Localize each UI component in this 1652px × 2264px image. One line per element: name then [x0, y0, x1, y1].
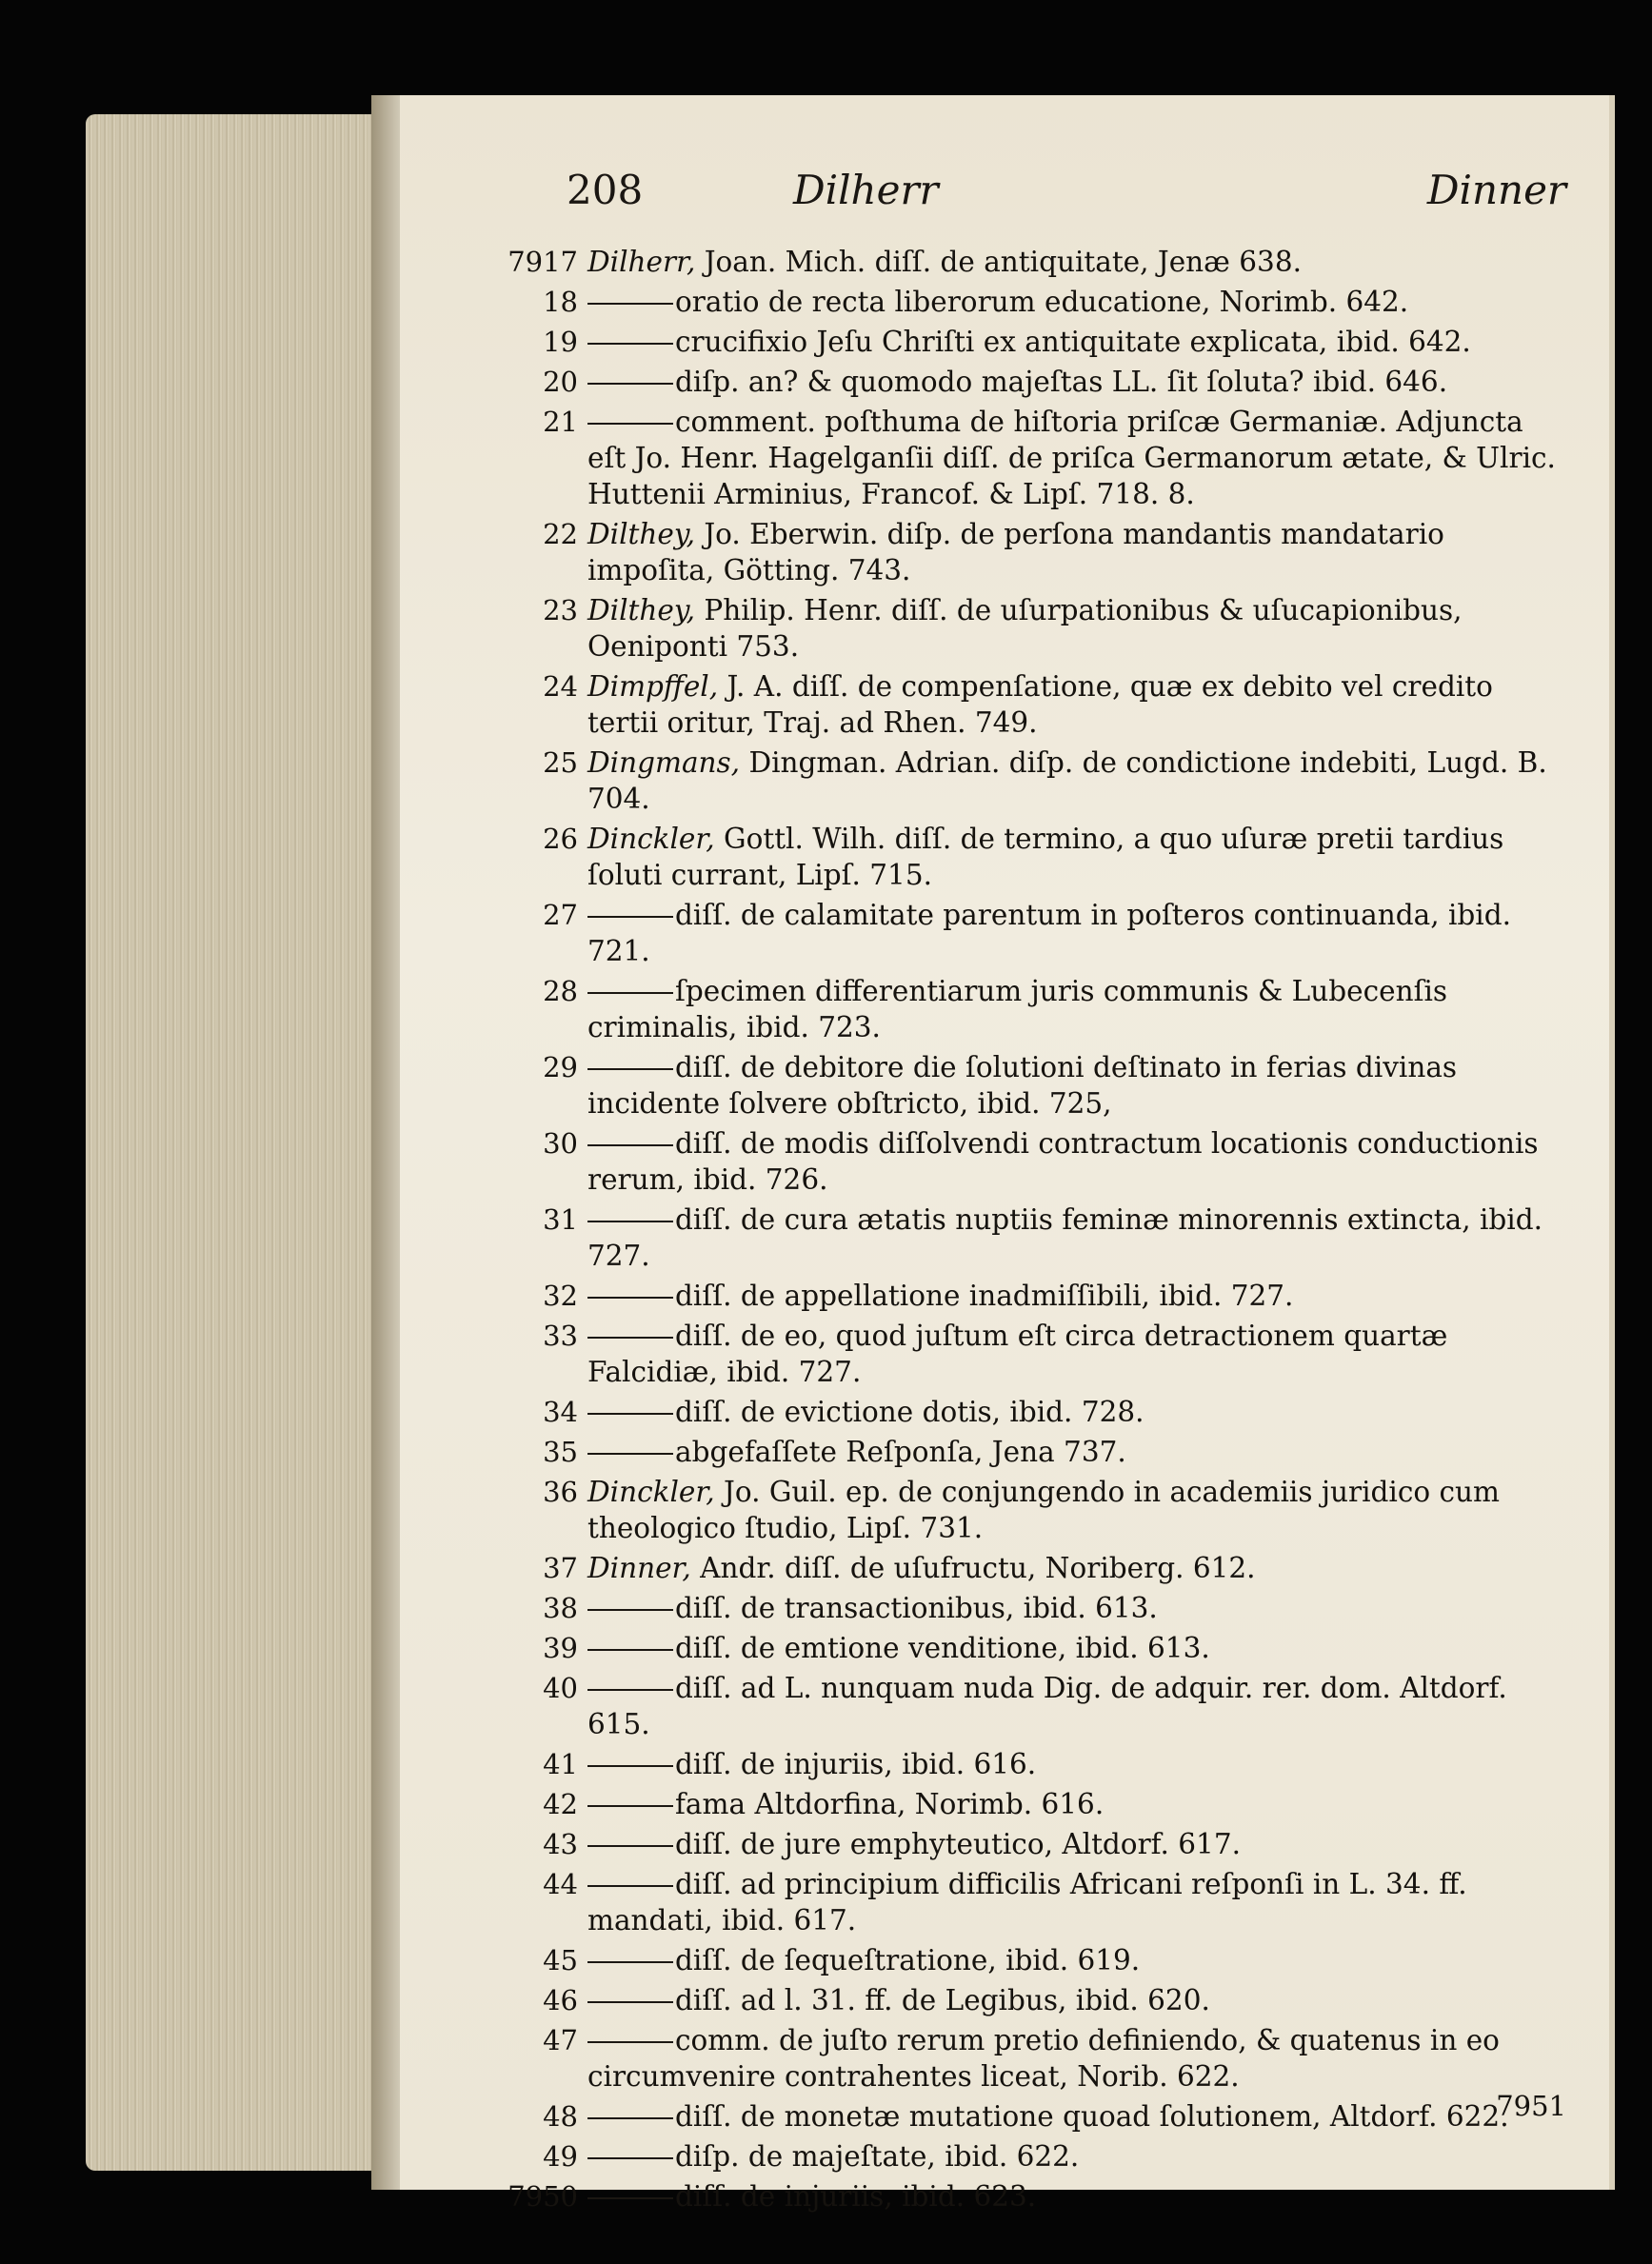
- entry: [500, 1786, 1576, 1822]
- entry-body: [587, 745, 1568, 817]
- ditto-dash: [587, 2001, 673, 2003]
- page: [400, 95, 1615, 2213]
- page-number: 208: [567, 167, 644, 213]
- entry-author: Dingmans,: [587, 746, 741, 779]
- entry-body: [587, 364, 1568, 400]
- ditto-dash: [587, 2117, 673, 2119]
- entry-body: [587, 1630, 1568, 1666]
- entry: [500, 1826, 1576, 1862]
- entry-body: [587, 1049, 1568, 1122]
- entry-number: 7950: [508, 2180, 578, 2213]
- entry: [500, 1474, 1576, 1546]
- entry-number: 45: [543, 1944, 578, 1976]
- entry: [500, 1202, 1576, 1274]
- entry-body: [587, 1474, 1568, 1546]
- ditto-dash: [587, 1805, 673, 1807]
- entry-number: 22: [543, 518, 578, 550]
- entry: [500, 2022, 1576, 2095]
- entry: [500, 1318, 1576, 1390]
- entry-body: [587, 1942, 1568, 1978]
- entry-number: 48: [543, 2100, 578, 2133]
- entry-body: [587, 1670, 1568, 1742]
- entry-author: Dilthey,: [587, 518, 695, 550]
- entry: [500, 897, 1576, 969]
- entry-title: J. A. diſſ. de compenſatione, quæ ex debito vel credito tertii oritur, Traj. ad Rhen. 749.: [587, 670, 1493, 739]
- entry-title: Dingman. Adrian. diſp. de condictione indebiti, Lugd. B. 704.: [587, 746, 1547, 815]
- ditto-dash: [587, 303, 673, 305]
- ditto-dash: [587, 1689, 673, 1691]
- entry-list: [500, 244, 1576, 2218]
- entry-title: oratio de recta liberorum educatione, Norimb. 642.: [675, 286, 1409, 318]
- entry: [500, 1942, 1576, 1978]
- entry-title: diſſ. de evictione dotis, ibid. 728.: [675, 1396, 1144, 1428]
- entry-title: abgefaſſete Reſponſa, Jena 737.: [675, 1436, 1126, 1468]
- entry: [500, 1746, 1576, 1782]
- entry-title: comm. de juſto rerum pretio definiendo, & quatenus in eo circumvenire contrahentes liceat, Norib. 622.: [587, 2024, 1500, 2093]
- entry: [500, 1670, 1576, 1742]
- entry-title: diſſ. de modis diſſolvendi contractum locationis conductionis rerum, ibid. 726.: [587, 1127, 1539, 1196]
- running-head-right: Dinner: [1426, 167, 1566, 213]
- ditto-dash: [587, 1765, 673, 1767]
- ditto-dash: [587, 992, 673, 994]
- entry-title: comment. poſthuma de hiſtoria priſcæ Germaniæ. Adjuncta eſt Jo. Henr. Hagelganſii diſſ. de priſca Germanorum ætate, & Ulric. Huttenii Arminius, Francof. & Lipſ. 718. 8.: [587, 406, 1556, 510]
- entry-title: diſſ. de monetæ mutatione quoad ſolutionem, Altdorf. 622.: [675, 2100, 1509, 2133]
- entry: [500, 1394, 1576, 1430]
- ditto-dash: [587, 2041, 673, 2043]
- entry-number: 28: [543, 975, 578, 1007]
- entry-title: fama Altdorfina, Norimb. 616.: [675, 1788, 1105, 1820]
- entry-number: 7917: [508, 246, 578, 278]
- entry-title: Gottl. Wilh. diſſ. de termino, a quo uſuræ pretii tardius ſoluti currant, Lipſ. 715.: [587, 823, 1504, 891]
- entry-number: 18: [543, 286, 578, 318]
- entry: [500, 2178, 1576, 2214]
- entry-number: 46: [543, 1984, 578, 2016]
- ditto-dash: [587, 1453, 673, 1455]
- ditto-dash: [587, 1649, 673, 1651]
- ditto-dash: [587, 1609, 673, 1611]
- entry-number: 19: [543, 326, 578, 358]
- entry-body: [587, 1590, 1568, 1626]
- ditto-dash: [587, 343, 673, 345]
- entry-number: 20: [543, 366, 578, 398]
- entry-number: 25: [543, 746, 578, 779]
- entry-body: [587, 2138, 1568, 2175]
- ditto-dash: [587, 2197, 673, 2199]
- entry: [500, 1278, 1576, 1314]
- entry-title: diſſ. de eo, quod juſtum eſt circa detractionem quartæ Falcidiæ, ibid. 727.: [587, 1320, 1448, 1388]
- entry: [500, 364, 1576, 400]
- entry: [500, 516, 1576, 588]
- entry: [500, 973, 1576, 1045]
- entry-title: diſſ. de transactionibus, ibid. 613.: [675, 1592, 1158, 1624]
- entry-number: 32: [543, 1280, 578, 1312]
- entry: [500, 244, 1576, 280]
- ditto-dash: [587, 916, 673, 918]
- entry-number: 23: [543, 594, 578, 626]
- entry-body: [587, 244, 1568, 280]
- entry: [500, 668, 1576, 741]
- entry-body: [587, 1125, 1568, 1198]
- ditto-dash: [587, 1297, 673, 1299]
- entry-title: diſſ. de injuriis, ibid. 623.: [675, 2180, 1037, 2213]
- entry-author: Dilthey,: [587, 594, 695, 626]
- entry-number: 35: [543, 1436, 578, 1468]
- entry-author: Dinckler,: [587, 1476, 715, 1508]
- entry-number: 31: [543, 1203, 578, 1236]
- entry: [500, 1550, 1576, 1586]
- entry-title: diſſ. de ſequeſtratione, ibid. 619.: [675, 1944, 1141, 1976]
- entry-title: diſſ. de calamitate parentum in poſteros continuanda, ibid. 721.: [587, 899, 1511, 967]
- entry-body: [587, 592, 1568, 665]
- ditto-dash: [587, 2157, 673, 2159]
- entry: [500, 324, 1576, 360]
- entry: [500, 592, 1576, 665]
- entry-body: [587, 404, 1568, 512]
- entry-number: 47: [543, 2024, 578, 2056]
- entry: [500, 745, 1576, 817]
- ditto-dash: [587, 383, 673, 385]
- entry-title: ſpecimen differentiarum juris communis & Lubecenſis criminalis, ibid. 723.: [587, 975, 1448, 1043]
- entry-title: Jo. Eberwin. diſp. de perſona mandantis mandatario impoſita, Götting. 743.: [587, 518, 1444, 586]
- entry-body: [587, 1826, 1568, 1862]
- entry-body: [587, 1866, 1568, 1938]
- entry-title: diſp. de majeſtate, ibid. 622.: [675, 2140, 1080, 2173]
- entry-title: Joan. Mich. diſſ. de antiquitate, Jenæ 638.: [704, 246, 1302, 278]
- entry-body: [587, 821, 1568, 893]
- entry: [500, 821, 1576, 893]
- entry-body: [587, 1746, 1568, 1782]
- entry-title: diſſ. ad L. nunquam nuda Dig. de adquir. rer. dom. Altdorf. 615.: [587, 1672, 1507, 1740]
- entry-number: 37: [543, 1552, 578, 1584]
- entry: [500, 2098, 1576, 2135]
- entry-body: [587, 284, 1568, 320]
- entry-number: 42: [543, 1788, 578, 1820]
- entry-title: diſſ. ad principium difficilis Africani reſponſi in L. 34. ff. mandati, ibid. 617.: [587, 1868, 1467, 1936]
- entry: [500, 1866, 1576, 1938]
- book: [86, 95, 1609, 2213]
- entry-title: diſſ. de cura ætatis nuptiis feminæ minorennis extincta, ibid. 727.: [587, 1203, 1543, 1272]
- page-edges: [86, 114, 381, 2171]
- entry-number: 49: [543, 2140, 578, 2173]
- entry-title: diſſ. de emtione venditione, ibid. 613.: [675, 1632, 1210, 1664]
- running-header: [567, 167, 1566, 233]
- entry-author: Dilherr,: [587, 246, 696, 278]
- entry-number: 27: [543, 899, 578, 931]
- entry: [500, 2138, 1576, 2175]
- entry-body: [587, 1434, 1568, 1470]
- entry-body: [587, 897, 1568, 969]
- entry: [500, 1125, 1576, 1198]
- entry-body: [587, 2178, 1568, 2214]
- ditto-dash: [587, 1221, 673, 1222]
- ditto-dash: [587, 423, 673, 425]
- ditto-dash: [587, 1337, 673, 1339]
- entry-title: diſſ. ad l. 31. ff. de Legibus, ibid. 620.: [675, 1984, 1210, 2016]
- entry: [500, 404, 1576, 512]
- ditto-dash: [587, 1845, 673, 1847]
- entry: [500, 1434, 1576, 1470]
- entry-number: 33: [543, 1320, 578, 1352]
- entry-number: 29: [543, 1051, 578, 1083]
- entry: [500, 284, 1576, 320]
- entry-number: 36: [543, 1476, 578, 1508]
- entry-author: Dinner,: [587, 1552, 691, 1584]
- entry-number: 40: [543, 1672, 578, 1704]
- entry-body: [587, 516, 1568, 588]
- entry-body: [587, 973, 1568, 1045]
- entry-body: [587, 1550, 1568, 1586]
- entry: [500, 1590, 1576, 1626]
- entry-body: [587, 1278, 1568, 1314]
- ditto-dash: [587, 1885, 673, 1887]
- ditto-dash: [587, 1413, 673, 1415]
- entry-title: diſſ. de appellatione inadmiſſibili, ibid. 727.: [675, 1280, 1294, 1312]
- entry-body: [587, 1202, 1568, 1274]
- entry-body: [587, 324, 1568, 360]
- entry: [500, 1630, 1576, 1666]
- ditto-dash: [587, 1068, 673, 1070]
- entry-number: 44: [543, 1868, 578, 1900]
- entry-author: Dimpffel,: [587, 670, 719, 703]
- entry-title: diſſ. de jure emphyteutico, Altdorf. 617.: [675, 1828, 1241, 1860]
- entry-body: [587, 668, 1568, 741]
- entry: [500, 1049, 1576, 1122]
- entry-body: [587, 1982, 1568, 2018]
- entry-number: 24: [543, 670, 578, 703]
- entry-title: Philip. Henr. diſſ. de uſurpationibus & uſucapionibus, Oeniponti 753.: [587, 594, 1463, 663]
- entry-number: 26: [543, 823, 578, 855]
- entry-author: Dinckler,: [587, 823, 715, 855]
- entry-number: 43: [543, 1828, 578, 1860]
- entry-body: [587, 2098, 1568, 2135]
- entry-body: [587, 1786, 1568, 1822]
- entry-number: 30: [543, 1127, 578, 1160]
- entry-body: [587, 2022, 1568, 2095]
- ditto-dash: [587, 1144, 673, 1146]
- entry-title: diſſ. de injuriis, ibid. 616.: [675, 1748, 1037, 1780]
- entry-title: diſp. an? & quomodo majeſtas LL. ſit ſoluta? ibid. 646.: [675, 366, 1448, 398]
- entry: [500, 1982, 1576, 2018]
- entry-number: 39: [543, 1632, 578, 1664]
- entry-body: [587, 1394, 1568, 1430]
- catchword: 7951: [1496, 2090, 1566, 2122]
- entry-number: 34: [543, 1396, 578, 1428]
- running-head-left: Dilherr: [793, 167, 939, 213]
- entry-number: 41: [543, 1748, 578, 1780]
- entry-title: Jo. Guil. ep. de conjungendo in academiis juridico cum theologico ſtudio, Lipſ. 731.: [587, 1476, 1500, 1544]
- entry-title: crucifixio Jeſu Chriſti ex antiquitate explicata, ibid. 642.: [675, 326, 1471, 358]
- entry-title: Andr. diſſ. de uſufructu, Noriberg. 612.: [700, 1552, 1256, 1584]
- entry-title: diſſ. de debitore die ſolutioni deſtinato in ferias divinas incidente ſolvere obſtricto, ibid. 725,: [587, 1051, 1458, 1120]
- entry-body: [587, 1318, 1568, 1390]
- entry-number: 21: [543, 406, 578, 438]
- entry-number: 38: [543, 1592, 578, 1624]
- ditto-dash: [587, 1961, 673, 1963]
